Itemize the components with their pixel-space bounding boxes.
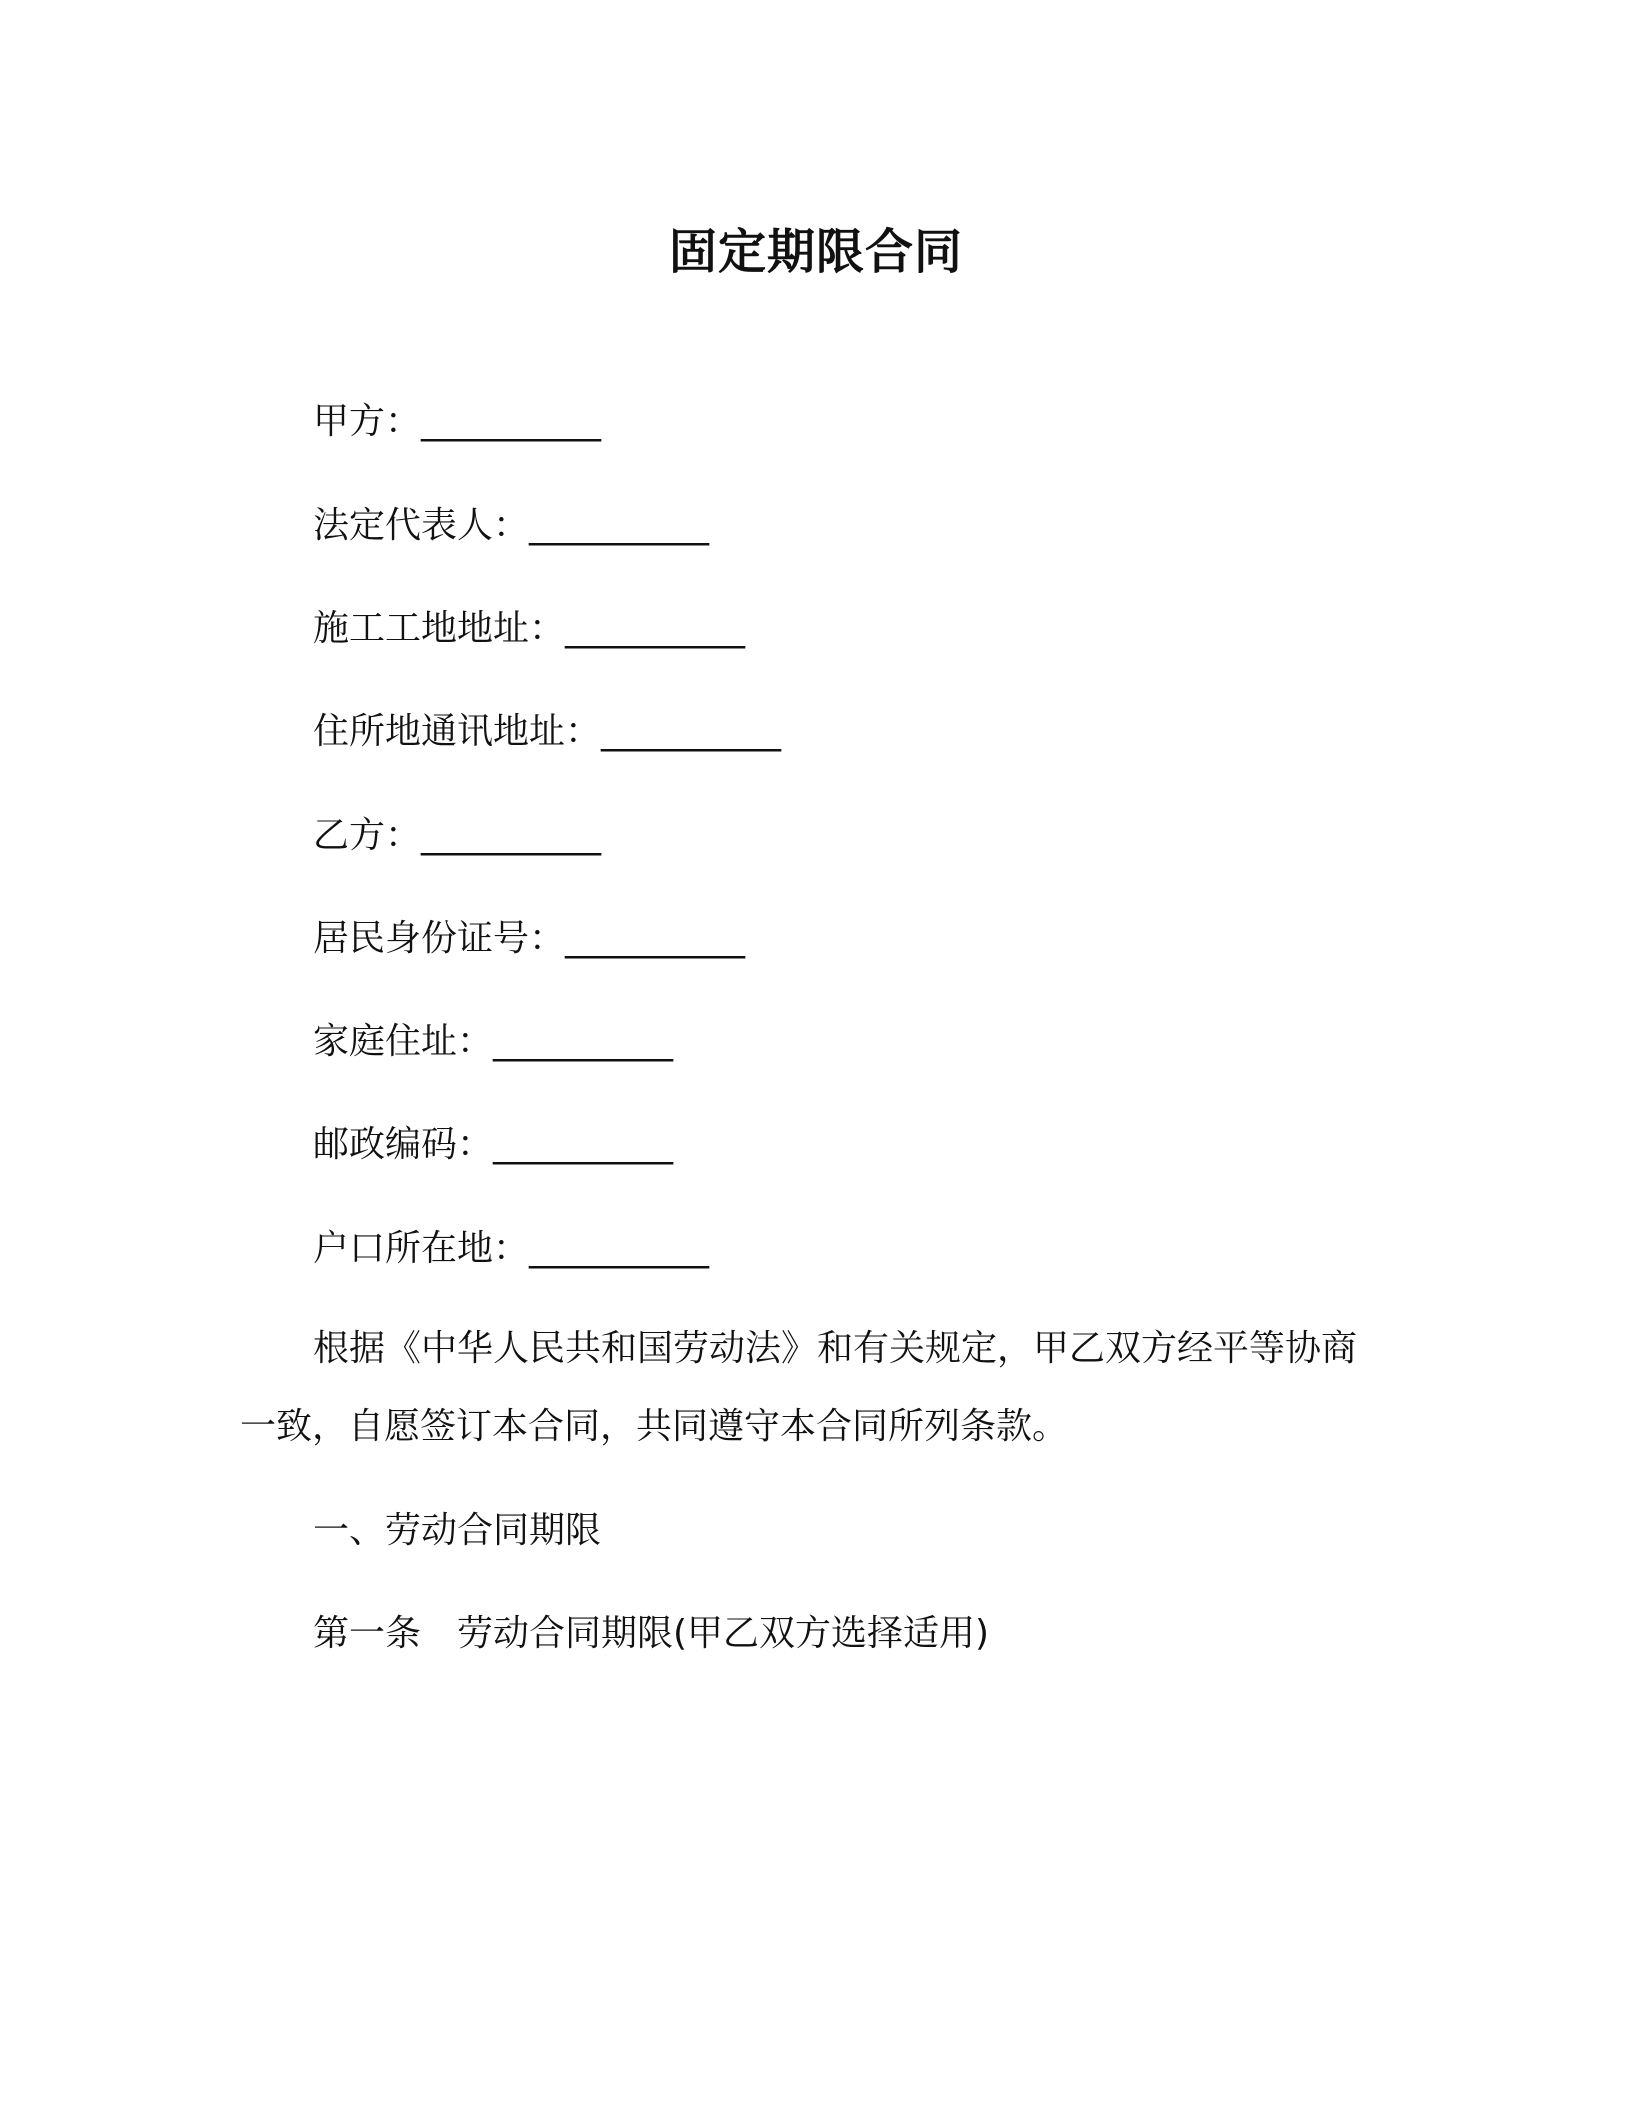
field-construction-site-address: 施工工地地址：__________ <box>313 608 746 649</box>
field-id-number: 居民身份证号：__________ <box>313 918 746 959</box>
section-heading: 一、劳动合同期限 <box>313 1510 602 1551</box>
article-heading: 第一条 劳动合同期限(甲乙双方选择适用) <box>313 1613 990 1654</box>
field-postal-code: 邮政编码：__________ <box>313 1124 674 1165</box>
field-party-b: 乙方：__________ <box>313 815 602 856</box>
field-residence-mailing-address: 住所地通讯地址：__________ <box>313 711 782 752</box>
field-home-address: 家庭住址：__________ <box>313 1021 674 1062</box>
field-household-registration: 户口所在地：__________ <box>313 1228 710 1269</box>
intro-paragraph: 根据《中华人民共和国劳动法》和有关规定，甲乙双方经平等协商一致，自愿签订本合同，共同遵守本合同所列条款。 <box>240 1328 1358 1447</box>
document-title: 固定期限合同 <box>668 224 963 280</box>
field-legal-representative: 法定代表人：__________ <box>313 505 710 546</box>
field-party-a: 甲方：__________ <box>313 401 602 442</box>
